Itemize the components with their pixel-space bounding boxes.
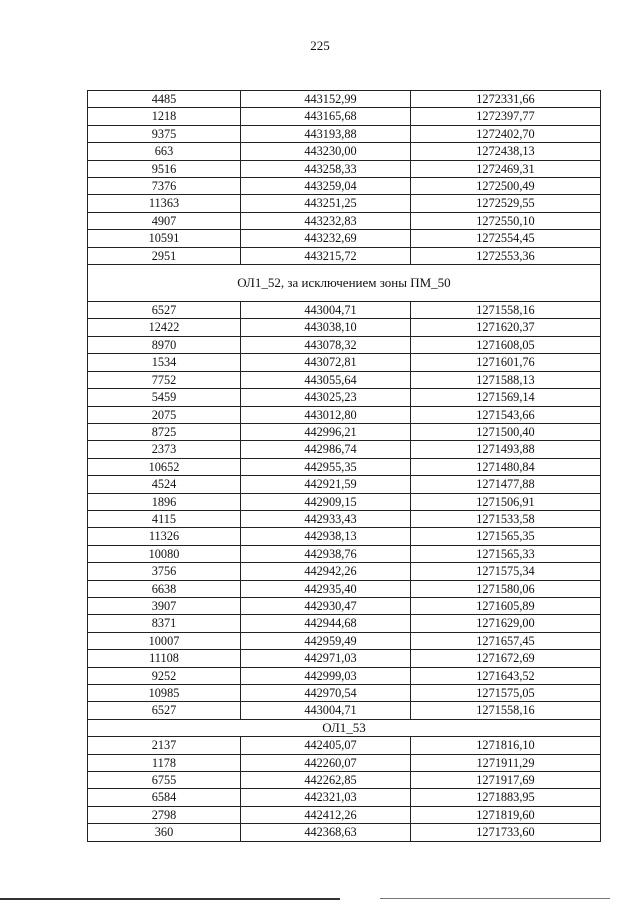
point-number-cell: 11363 [88,195,241,212]
y-coordinate-cell: 1271493,88 [411,441,601,458]
y-coordinate-cell: 1271575,05 [411,685,601,702]
table-row [88,230,601,247]
point-number-cell: 7752 [88,371,241,388]
x-coordinate-cell: 442999,03 [241,667,411,684]
point-number-cell: 4907 [88,212,241,229]
point-number-cell: 9516 [88,160,241,177]
y-coordinate-cell: 1271605,89 [411,597,601,614]
table-row [88,212,601,229]
x-coordinate-cell: 442955,35 [241,458,411,475]
y-coordinate-cell: 1271588,13 [411,371,601,388]
point-number-cell: 6584 [88,789,241,806]
point-number-cell: 1178 [88,754,241,771]
point-number-cell: 2798 [88,806,241,823]
y-coordinate-cell: 1272331,66 [411,91,601,108]
y-coordinate-cell: 1272553,36 [411,247,601,264]
point-number-cell: 1218 [88,108,241,125]
y-coordinate-cell: 1271629,00 [411,615,601,632]
y-coordinate-cell: 1272469,31 [411,160,601,177]
point-number-cell: 11326 [88,528,241,545]
table-row [88,423,601,440]
y-coordinate-cell: 1272402,70 [411,125,601,142]
y-coordinate-cell: 1271911,29 [411,754,601,771]
x-coordinate-cell: 443251,25 [241,195,411,212]
point-number-cell: 2951 [88,247,241,264]
x-coordinate-cell: 443193,88 [241,125,411,142]
y-coordinate-cell: 1271883,95 [411,789,601,806]
y-coordinate-cell: 1271480,84 [411,458,601,475]
table-row [88,510,601,527]
table-row [88,580,601,597]
table-row [88,650,601,667]
y-coordinate-cell: 1271620,37 [411,319,601,336]
x-coordinate-cell: 442405,07 [241,737,411,754]
point-number-cell: 1896 [88,493,241,510]
x-coordinate-cell: 443258,33 [241,160,411,177]
x-coordinate-cell: 442930,47 [241,597,411,614]
table-row [88,597,601,614]
x-coordinate-cell: 443038,10 [241,319,411,336]
x-coordinate-cell: 442935,40 [241,580,411,597]
y-coordinate-cell: 1271575,34 [411,563,601,580]
point-number-cell: 360 [88,824,241,841]
table-row [88,754,601,771]
y-coordinate-cell: 1271917,69 [411,772,601,789]
point-number-cell: 4115 [88,510,241,527]
x-coordinate-cell: 443165,68 [241,108,411,125]
x-coordinate-cell: 443232,83 [241,212,411,229]
page-number: 225 [310,38,330,53]
x-coordinate-cell: 443230,00 [241,143,411,160]
table-row [88,702,601,719]
point-number-cell: 10591 [88,230,241,247]
bottom-rule [0,898,340,900]
table-row [88,371,601,388]
table-row [88,667,601,684]
y-coordinate-cell: 1271565,33 [411,545,601,562]
table-row [88,160,601,177]
table-row [88,441,601,458]
y-coordinate-cell: 1271477,88 [411,476,601,493]
point-number-cell: 1534 [88,354,241,371]
point-number-cell: 4485 [88,91,241,108]
x-coordinate-cell: 442412,26 [241,806,411,823]
point-number-cell: 663 [88,143,241,160]
x-coordinate-cell: 443215,72 [241,247,411,264]
x-coordinate-cell: 442971,03 [241,650,411,667]
y-coordinate-cell: 1271580,06 [411,580,601,597]
x-coordinate-cell: 442986,74 [241,441,411,458]
y-coordinate-cell: 1272438,13 [411,143,601,160]
x-coordinate-cell: 442970,54 [241,685,411,702]
y-coordinate-cell: 1271816,10 [411,737,601,754]
y-coordinate-cell: 1271543,66 [411,406,601,423]
point-number-cell: 4524 [88,476,241,493]
y-coordinate-cell: 1271601,76 [411,354,601,371]
point-number-cell: 3756 [88,563,241,580]
point-number-cell: 10985 [88,685,241,702]
table-row [88,91,601,108]
x-coordinate-cell: 443152,99 [241,91,411,108]
y-coordinate-cell: 1272500,49 [411,178,601,195]
x-coordinate-cell: 443078,32 [241,336,411,353]
bottom-rule-right [380,898,610,899]
x-coordinate-cell: 443072,81 [241,354,411,371]
x-coordinate-cell: 442959,49 [241,632,411,649]
y-coordinate-cell: 1271506,91 [411,493,601,510]
x-coordinate-cell: 443259,04 [241,178,411,195]
point-number-cell: 9375 [88,125,241,142]
point-number-cell: 8371 [88,615,241,632]
point-number-cell: 2373 [88,441,241,458]
point-number-cell: 2137 [88,737,241,754]
table-row [88,545,601,562]
table-row [88,563,601,580]
coordinates-table-body [88,91,601,842]
y-coordinate-cell: 1272397,77 [411,108,601,125]
x-coordinate-cell: 442933,43 [241,510,411,527]
x-coordinate-cell: 442938,76 [241,545,411,562]
y-coordinate-cell: 1271533,58 [411,510,601,527]
y-coordinate-cell: 1272550,10 [411,212,601,229]
table-row [88,108,601,125]
table-row [88,389,601,406]
table-row [88,195,601,212]
section-heading-row [88,719,601,736]
y-coordinate-cell: 1271672,69 [411,650,601,667]
point-number-cell: 10080 [88,545,241,562]
x-coordinate-cell: 442262,85 [241,772,411,789]
x-coordinate-cell: 442321,03 [241,789,411,806]
x-coordinate-cell: 442368,63 [241,824,411,841]
x-coordinate-cell: 442260,07 [241,754,411,771]
y-coordinate-cell: 1271565,35 [411,528,601,545]
point-number-cell: 7376 [88,178,241,195]
x-coordinate-cell: 443232,69 [241,230,411,247]
table-row [88,336,601,353]
table-row [88,302,601,319]
y-coordinate-cell: 1272529,55 [411,195,601,212]
table-row [88,458,601,475]
point-number-cell: 6527 [88,702,241,719]
table-row [88,685,601,702]
point-number-cell: 3907 [88,597,241,614]
table-row [88,125,601,142]
x-coordinate-cell: 442909,15 [241,493,411,510]
table-row [88,632,601,649]
point-number-cell: 12422 [88,319,241,336]
point-number-cell: 10007 [88,632,241,649]
table-row [88,806,601,823]
x-coordinate-cell: 442921,59 [241,476,411,493]
table-row [88,615,601,632]
y-coordinate-cell: 1272554,45 [411,230,601,247]
section-heading: ОЛ1_53 [88,719,601,736]
table-row [88,476,601,493]
point-number-cell: 8725 [88,423,241,440]
table-row [88,737,601,754]
point-number-cell: 6527 [88,302,241,319]
y-coordinate-cell: 1271733,60 [411,824,601,841]
point-number-cell: 11108 [88,650,241,667]
point-number-cell: 5459 [88,389,241,406]
y-coordinate-cell: 1271819,60 [411,806,601,823]
table-row [88,354,601,371]
table-row [88,789,601,806]
table-row [88,247,601,264]
coordinates-table [87,90,601,842]
x-coordinate-cell: 443004,71 [241,302,411,319]
y-coordinate-cell: 1271569,14 [411,389,601,406]
x-coordinate-cell: 443004,71 [241,702,411,719]
y-coordinate-cell: 1271558,16 [411,702,601,719]
point-number-cell: 10652 [88,458,241,475]
point-number-cell: 2075 [88,406,241,423]
x-coordinate-cell: 443012,80 [241,406,411,423]
section-heading: ОЛ1_52, за исключением зоны ПМ_50 [88,265,601,302]
x-coordinate-cell: 443055,64 [241,371,411,388]
point-number-cell: 6755 [88,772,241,789]
y-coordinate-cell: 1271608,05 [411,336,601,353]
point-number-cell: 6638 [88,580,241,597]
table-row [88,143,601,160]
y-coordinate-cell: 1271657,45 [411,632,601,649]
table-row [88,319,601,336]
y-coordinate-cell: 1271643,52 [411,667,601,684]
x-coordinate-cell: 442938,13 [241,528,411,545]
section-heading-row [88,265,601,302]
y-coordinate-cell: 1271558,16 [411,302,601,319]
x-coordinate-cell: 442942,26 [241,563,411,580]
x-coordinate-cell: 443025,23 [241,389,411,406]
table-row [88,528,601,545]
table-row [88,824,601,841]
y-coordinate-cell: 1271500,40 [411,423,601,440]
point-number-cell: 8970 [88,336,241,353]
table-row [88,178,601,195]
table-row [88,772,601,789]
coordinates-table-container [87,90,600,842]
x-coordinate-cell: 442996,21 [241,423,411,440]
x-coordinate-cell: 442944,68 [241,615,411,632]
table-row [88,406,601,423]
point-number-cell: 9252 [88,667,241,684]
table-row [88,493,601,510]
